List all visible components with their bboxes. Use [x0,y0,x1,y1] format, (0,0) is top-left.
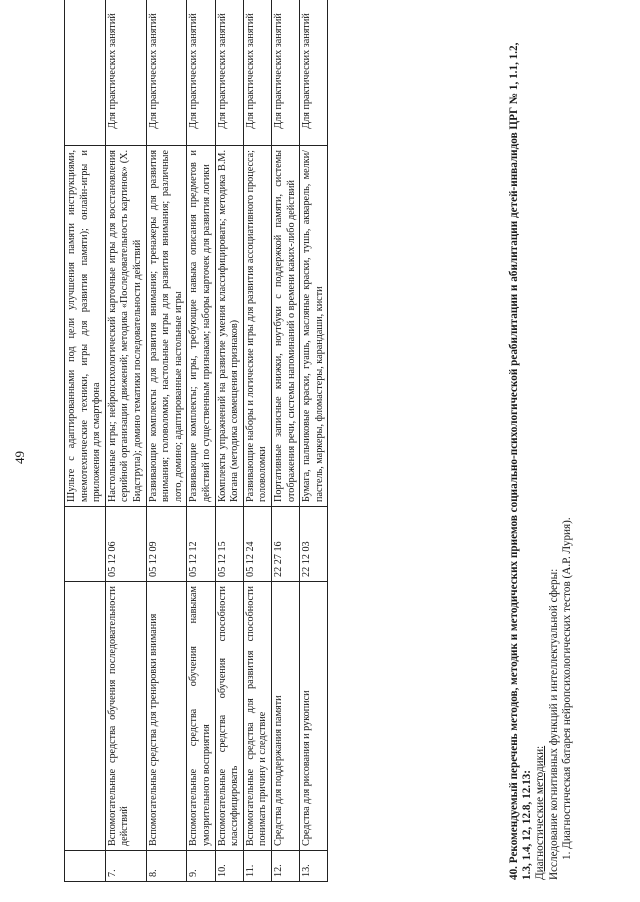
row-code [65,507,106,582]
row-description: Настольные игры; нейропсихологический карточные игры для восстановления серийной организации движений; методика «Последовательность картинок» (Х. Бидструпа); домино тематики последовательности действий [105,146,146,507]
table-row [105,0,146,882]
row-description: Комплекты упражнений на развитие умения классифицировать; методика В.М. Когана (методика совмещения признаков) [215,146,243,507]
page-number: 49 [12,451,27,464]
table-row [215,0,243,882]
row-number: 9. [187,851,215,882]
list-item: 1. Диагностическая батарея нейропсихологических тестов (А.Р. Лурия). [560,517,573,860]
section-line: Исследование когнитивных функций и интеллектуальной сферы: [547,568,560,880]
row-number: 11. [243,851,271,882]
section-40 [508,40,574,880]
row-purpose: Для практических занятий [243,0,271,146]
methods-table [64,0,328,882]
row-code: 22 12 03 [300,507,328,582]
row-code: 05 12 09 [146,507,187,582]
row-number: 13. [300,851,328,882]
table-row [187,0,215,882]
row-name: Вспомогательные средства обучения навыкам умозрительного восприятия [187,582,215,851]
row-description: Портативные записные книжки, ноутбуки с поддержкой памяти, системы отображения речи, системы напоминаний о времени каких-либо действий [271,146,299,507]
row-description: Шульте с адаптированными под цели улучшения памяти инструкциями, мнемотехнические техники, игры для развития памяти); онлайн-игры и приложения для смартфона [65,146,106,507]
row-number: 10. [215,851,243,882]
row-description: Бумага, пальчиковые краски, гуашь, масляные краски, тушь, акварель, мелки/пастель, маркеры, фломастеры, карандаши, кисти [300,146,328,507]
row-name [65,582,106,851]
row-number: 8. [146,851,187,882]
row-purpose [65,0,106,146]
table-row [271,0,299,882]
table-row [146,0,187,882]
row-name: Вспомогательные средства обучения последовательности действий [105,582,146,851]
row-purpose: Для практических занятий [300,0,328,146]
row-code: 05 12 06 [105,507,146,582]
row-code: 22 27 16 [271,507,299,582]
row-code: 05 12 24 [243,507,271,582]
row-name: Вспомогательные средства обучения способности классифицировать [215,582,243,851]
row-purpose: Для практических занятий [146,0,187,146]
row-code: 05 12 15 [215,507,243,582]
table-row [65,0,106,882]
row-purpose: Для практических занятий [105,0,146,146]
row-name: Вспомогательные средства для тренировки внимания [146,582,187,851]
row-name: Средства для поддержания памяти [271,582,299,851]
row-number: 7. [105,851,146,882]
table-row [243,0,271,882]
row-number [65,851,106,882]
section-subheading: Диагностические методики: [534,745,547,880]
row-purpose: Для практических занятий [271,0,299,146]
row-description: Развивающие комплекты; игры, требующие навыка описания предметов и действий по существенным признакам; наборы карточек для развития логики [187,146,215,507]
row-description: Развивающие наборы и логические игры для развития ассоциативного процесса; головоломки [243,146,271,507]
row-purpose: Для практических занятий [215,0,243,146]
row-description: Развивающие комплекты для развития внимания; тренажеры для развития внимания; головоломки, настольные игры для развития внимания; различные лото, домино; адаптированные настольные игры [146,146,187,507]
row-name: Средства для рисования и рукописи [300,582,328,851]
row-purpose: Для практических занятий [187,0,215,146]
row-code: 05 12 12 [187,507,215,582]
section-heading: 40. Рекомендуемый перечень методов, методик и методических приемов социально-психологической реабилитации и абилитации детей-инвалидов ЦРГ № 1, 1.1, 1.2, 1.3, 1.4, 12, 12.8, 12.13: [508,42,534,880]
table-row [300,0,328,882]
row-name: Вспомогательные средства для развития способности понимать причину и следствие [243,582,271,851]
row-number: 12. [271,851,299,882]
